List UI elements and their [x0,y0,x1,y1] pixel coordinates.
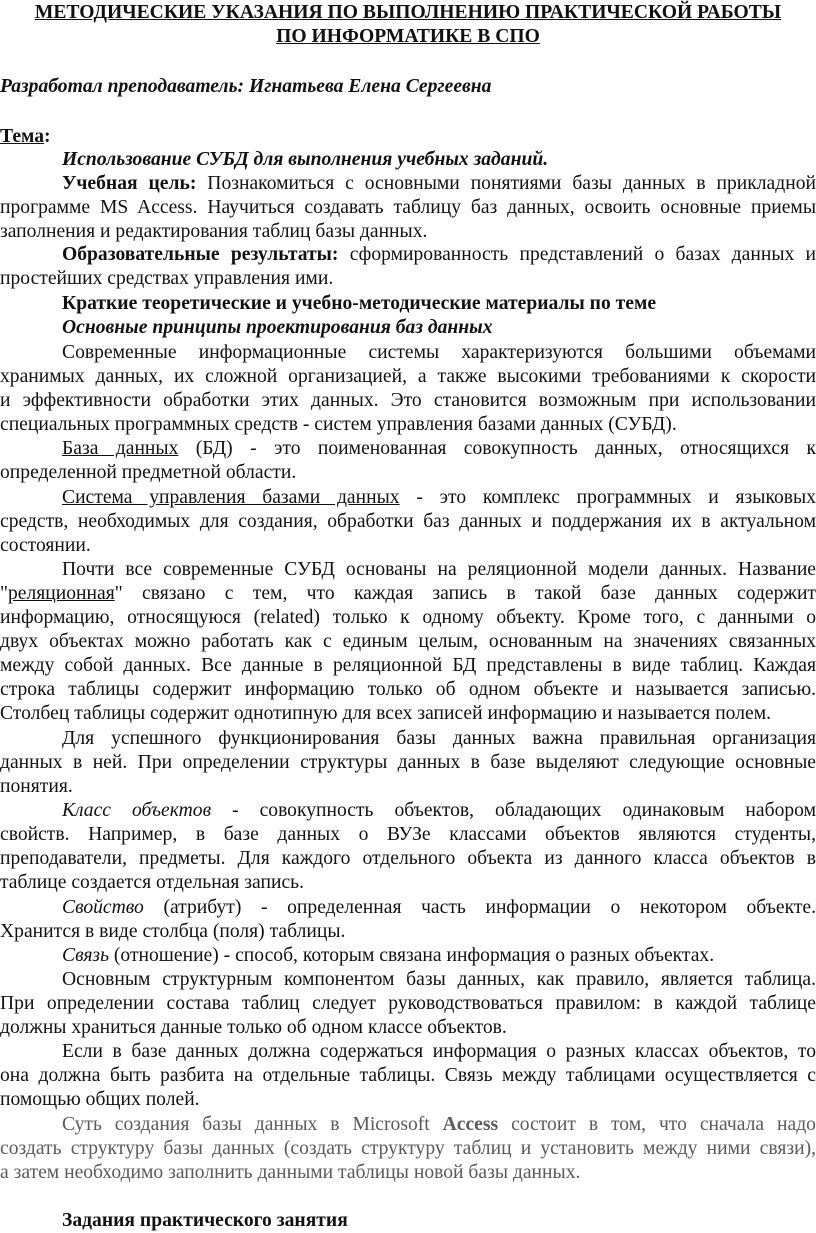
topic-label-colon: : [44,126,51,147]
term-dbms: Система управления базами данных [62,487,400,508]
goal-line-1 [62,172,816,196]
brief-materials-heading: Краткие теоретические и учебно-методические материалы по теме [62,293,657,314]
paragraph-8-line-1 [62,944,816,968]
paragraph-6-line-4: таблице создается отдельная запись. [0,872,304,893]
results-line-1 [62,243,816,267]
paragraph-3-text-1: - это комплекс программных и языковых [399,487,816,508]
term-property: Свойство [62,897,144,918]
paragraph-4-line-6: строка таблицы содержит информацию только об одном объекте и называется записью. [0,679,816,700]
paragraph-9-line-2: При определении состава таблиц следует руководствоваться правилом: в каждой таблице [0,993,816,1014]
paragraph-1-line-3: и эффективности обработки этих данных. Это становится возможным при использовании [0,390,816,411]
paragraph-11-text-a: Суть создания базы данных в Microsoft [62,1114,443,1135]
paragraph-7-line-2: Хранится в виде столбца (поля) таблицы. [0,921,346,942]
paragraph-10-line-2: она должна быть разбита на отдельные таблицы. Связь между таблицами осуществляется с [0,1065,816,1086]
paragraph-3-line-2: средств, необходимых для создания, обработки баз данных и поддержания их в актуальном [0,511,816,532]
author-line: Разработал преподаватель: Игнатьева Елена Сергеевна [0,76,492,97]
paragraph-6-line-1 [62,799,816,823]
paragraph-2-line-1 [62,437,816,461]
paragraph-9-line-3: должны храниться данные только об одном классе объектов. [0,1017,507,1038]
paragraph-11-line-3: а затем необходимо заполнить данными таблицы новой базы данных. [0,1162,581,1183]
paragraph-4-line-3: информацию, относящуюся (related) только к одному объекту. Кроме того, с данными о [0,607,816,628]
paragraph-1-line-1: Современные информационные системы характеризуются большими объемами [62,342,816,363]
term-access: Access [442,1114,499,1135]
paragraph-5-line-2: данных в ней. При определении структуры данных в базе выделяют следующие основные [0,752,816,773]
results-label: Образовательные результаты: [62,244,339,265]
paragraph-3-line-3: состоянии. [0,535,91,556]
paragraph-11-line-1 [62,1113,816,1137]
paragraph-7-text-1: (атрибут) - определенная часть информации о некотором объекте. [143,897,816,918]
paragraph-11-text-c: состоит в том, что сначала надо [498,1114,816,1135]
topic-label [0,125,816,149]
paragraph-2-text-1: (БД) - это поименованная совокупность данных, относящихся к [178,438,816,459]
term-database: База данных [62,438,179,459]
paragraph-4-line-5: между собой данных. Все данные в реляционной БД представлены в виде таблиц. Каждая [0,655,816,676]
document-title-line-2: ПО ИНФОРМАТИКЕ В СПО [276,26,540,47]
paragraph-5-line-1: Для успешного функционирования базы данных важна правильная организация [62,728,816,749]
goal-text-1: Познакомиться с основными понятиями базы данных в прикладной [196,173,816,194]
paragraph-7-line-1 [62,896,816,920]
paragraph-10-line-1: Если в базе данных должна содержаться информация о разных классах объектов, то [62,1041,816,1062]
paragraph-4-line-2 [0,582,816,606]
paragraph-4-line-1: Почти все современные СУБД основаны на реляционной модели данных. Название [62,559,816,580]
goal-line-2: программе MS Access. Научиться создавать таблицу баз данных, освоить основные приемы [0,197,816,218]
goal-line-3: заполнения и редактирования таблиц базы данных. [0,221,428,242]
paragraph-1-line-2: хранимых данных, их сложной организацией, а также высокими требованиями к скорости [0,366,816,387]
paragraph-3-line-1 [62,486,816,510]
results-text-1: сформированность представлений о базах данных и [338,244,816,265]
paragraph-10-line-3: помощью общих полей. [0,1089,200,1110]
topic-label-text: Тема [0,126,45,147]
paragraph-5-line-3: понятия. [0,776,73,797]
design-principles-heading: Основные принципы проектирования баз данных [62,317,493,338]
tasks-heading: Задания практического занятия [62,1210,348,1231]
document-title-line-1: МЕТОДИЧЕСКИЕ УКАЗАНИЯ ПО ВЫПОЛНЕНИЮ ПРАКТИЧЕСКОЙ РАБОТЫ [34,2,782,23]
paragraph-4-line-7: Столбец таблицы содержит однотипную для всех записей информацию и называется полем. [0,703,771,724]
results-line-2: простейших средствах управления ими. [0,268,334,289]
paragraph-4-text-2: " связано с тем, что каждая запись в такой базе данных содержит [114,583,816,604]
paragraph-11-line-2: создать структуру базы данных (создать структуру таблиц и установить между ними связи), [0,1138,816,1159]
paragraph-6-line-3: преподаватели, предметы. Для каждого отдельного объекта из данного класса объектов в [0,848,816,869]
paragraph-6-text-1: - совокупность объектов, обладающих одинаковым набором [211,800,816,821]
goal-label: Учебная цель: [62,173,197,194]
term-object-class: Класс объектов [62,800,212,821]
paragraph-6-line-2: свойств. Например, в базе данных о ВУЗе классами объектов являются студенты, [0,824,816,845]
paragraph-2-line-2: определенной предметной области. [0,462,297,483]
paragraph-1-line-4: специальных программных средств - систем управления базами данных (СУБД). [0,414,677,435]
paragraph-9-line-1: Основным структурным компонентом базы данных, как правило, является таблица. [62,969,816,990]
term-relation: Связь [62,945,109,966]
quote-mark: " [0,583,8,604]
paragraph-8-text-1: (отношение) - способ, которым связана информация о разных объектах. [109,945,715,966]
topic-title: Использование СУБД для выполнения учебных заданий. [62,149,549,170]
paragraph-4-line-4: двух объектах можно работать как с единым целым, основанным на значениях связанных [0,631,816,652]
term-relational: реляционная [8,583,115,604]
